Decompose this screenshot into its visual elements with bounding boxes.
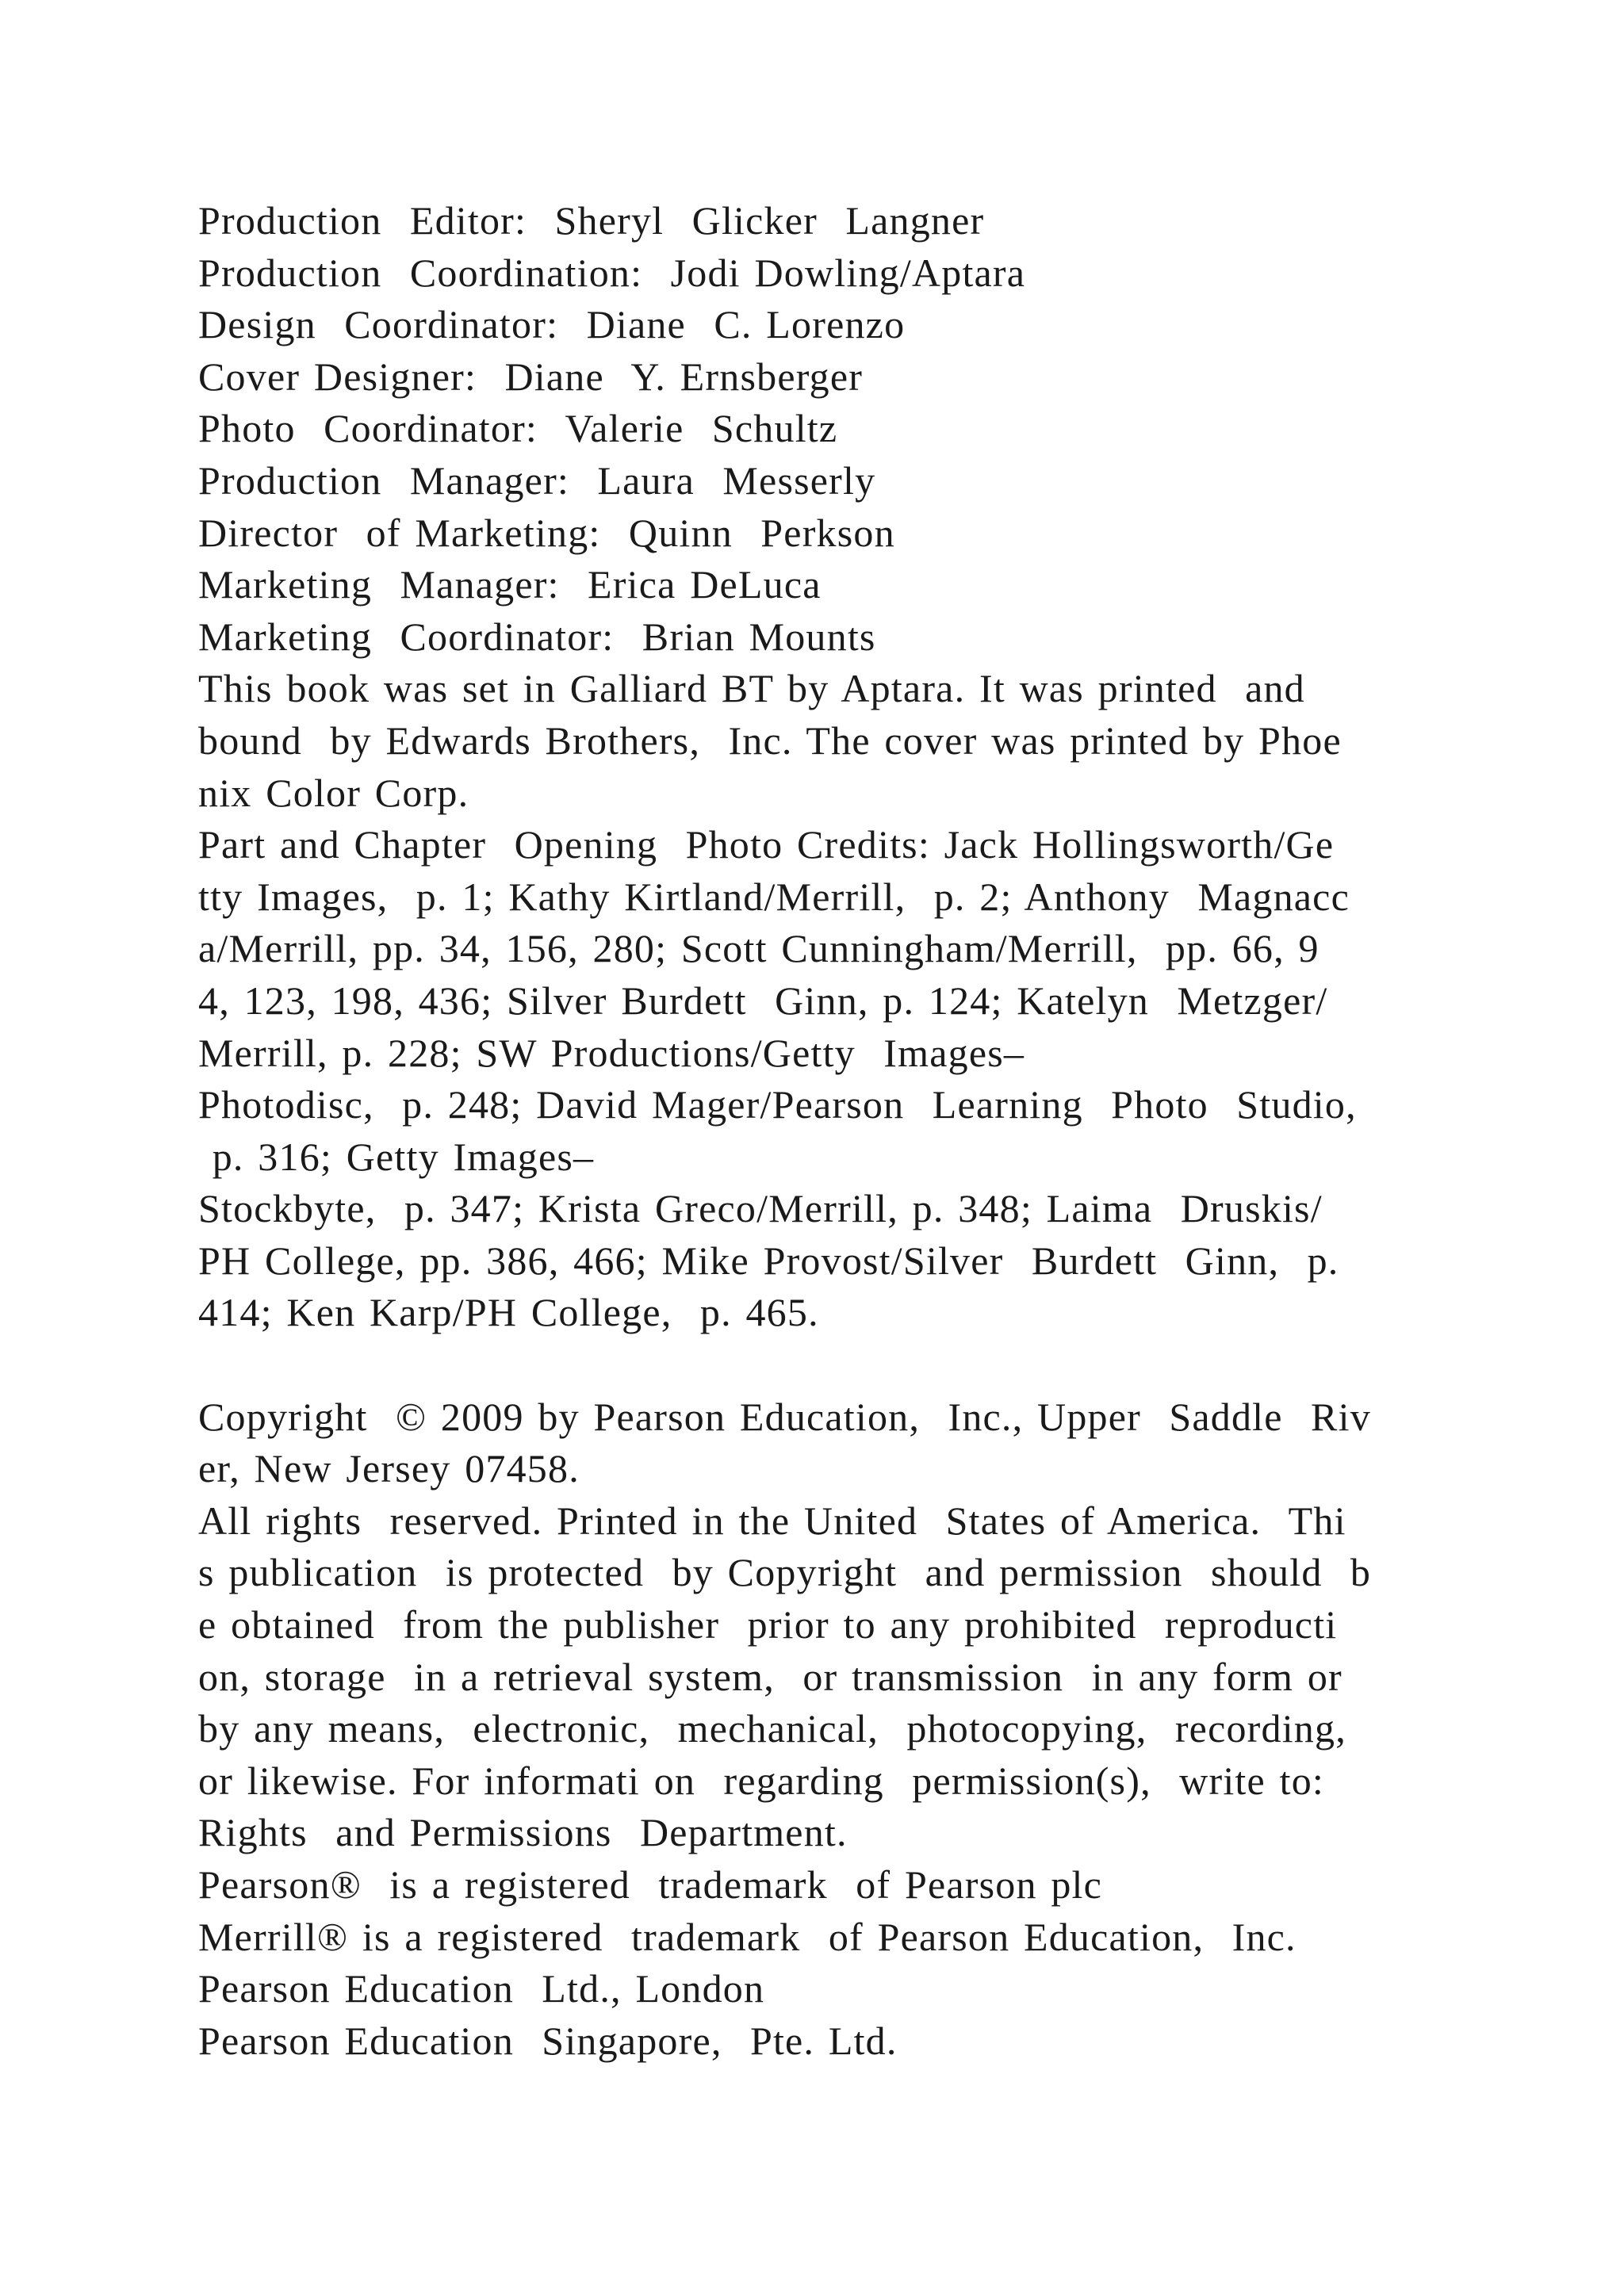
colophon-text [198, 195, 1467, 2067]
trademark-line: Pearson® is a registered trademark of Pearson plc [198, 1862, 1103, 1907]
photo-credit-line: Photodisc, p. 248; David Mager/Pearson Learning Photo Studio, [198, 1082, 1357, 1127]
rights-line: on, storage in a retrieval system, or transmission in any form or [198, 1654, 1342, 1699]
typesetting-line: nix Color Corp. [198, 770, 469, 815]
trademark-line: Pearson Education Ltd., London [198, 1966, 765, 2011]
credit-line: Marketing Manager: Erica DeLuca [198, 562, 822, 607]
typesetting-line: This book was set in Galliard BT by Aptara. It was printed and [198, 666, 1305, 711]
rights-line: by any means, electronic, mechanical, photocopying, recording, [198, 1706, 1346, 1751]
credit-line: Director of Marketing: Quinn Perkson [198, 510, 895, 555]
photo-credit-line: 414; Ken Karp/PH College, p. 465. [198, 1290, 819, 1335]
trademark-line: Pearson Education Singapore, Pte. Ltd. [198, 2018, 898, 2063]
photo-credit-line: a/Merrill, pp. 34, 156, 280; Scott Cunningham/Merrill, pp. 66, 9 [198, 926, 1320, 971]
copyright-line: Copyright © 2009 by Pearson Education, Inc., Upper Saddle Riv [198, 1394, 1371, 1439]
photo-credit-line: 4, 123, 198, 436; Silver Burdett Ginn, p. 124; Katelyn Metzger/ [198, 978, 1328, 1023]
paragraph-gap [198, 1339, 1467, 1391]
rights-line: s publication is protected by Copyright and permission should b [198, 1550, 1372, 1595]
photo-credit-line: tty Images, p. 1; Kathy Kirtland/Merrill, p. 2; Anthony Magnacc [198, 874, 1350, 919]
credit-line: Design Coordinator: Diane C. Lorenzo [198, 302, 906, 347]
typesetting-line: bound by Edwards Brothers, Inc. The cover was printed by Phoe [198, 718, 1342, 763]
credit-line: Cover Designer: Diane Y. Ernsberger [198, 354, 864, 399]
credit-line: Marketing Coordinator: Brian Mounts [198, 614, 876, 659]
credit-line: Production Editor: Sheryl Glicker Langner [198, 198, 985, 243]
copyright-line: er, New Jersey 07458. [198, 1446, 580, 1491]
photo-credit-line: Part and Chapter Opening Photo Credits: Jack Hollingsworth/Ge [198, 822, 1335, 867]
credit-line: Photo Coordinator: Valerie Schultz [198, 406, 838, 451]
photo-credit-line: p. 316; Getty Images– [198, 1134, 595, 1179]
rights-line: All rights reserved. Printed in the United States of America. Thi [198, 1498, 1346, 1543]
credit-line: Production Manager: Laura Messerly [198, 457, 876, 503]
rights-line: Rights and Permissions Department. [198, 1810, 848, 1855]
trademark-line: Merrill® is a registered trademark of Pearson Education, Inc. [198, 1914, 1297, 1959]
photo-credit-line: PH College, pp. 386, 466; Mike Provost/Silver Burdett Ginn, p. [198, 1238, 1339, 1283]
rights-line: e obtained from the publisher prior to any prohibited reproducti [198, 1602, 1338, 1647]
photo-credit-line: Stockbyte, p. 347; Krista Greco/Merrill, p. 348; Laima Druskis/ [198, 1186, 1323, 1231]
credit-line: Production Coordination: Jodi Dowling/Aptara [198, 250, 1026, 295]
rights-line: or likewise. For informati on regarding permission(s), write to: [198, 1758, 1324, 1803]
photo-credit-line: Merrill, p. 228; SW Productions/Getty Images– [198, 1030, 1025, 1075]
